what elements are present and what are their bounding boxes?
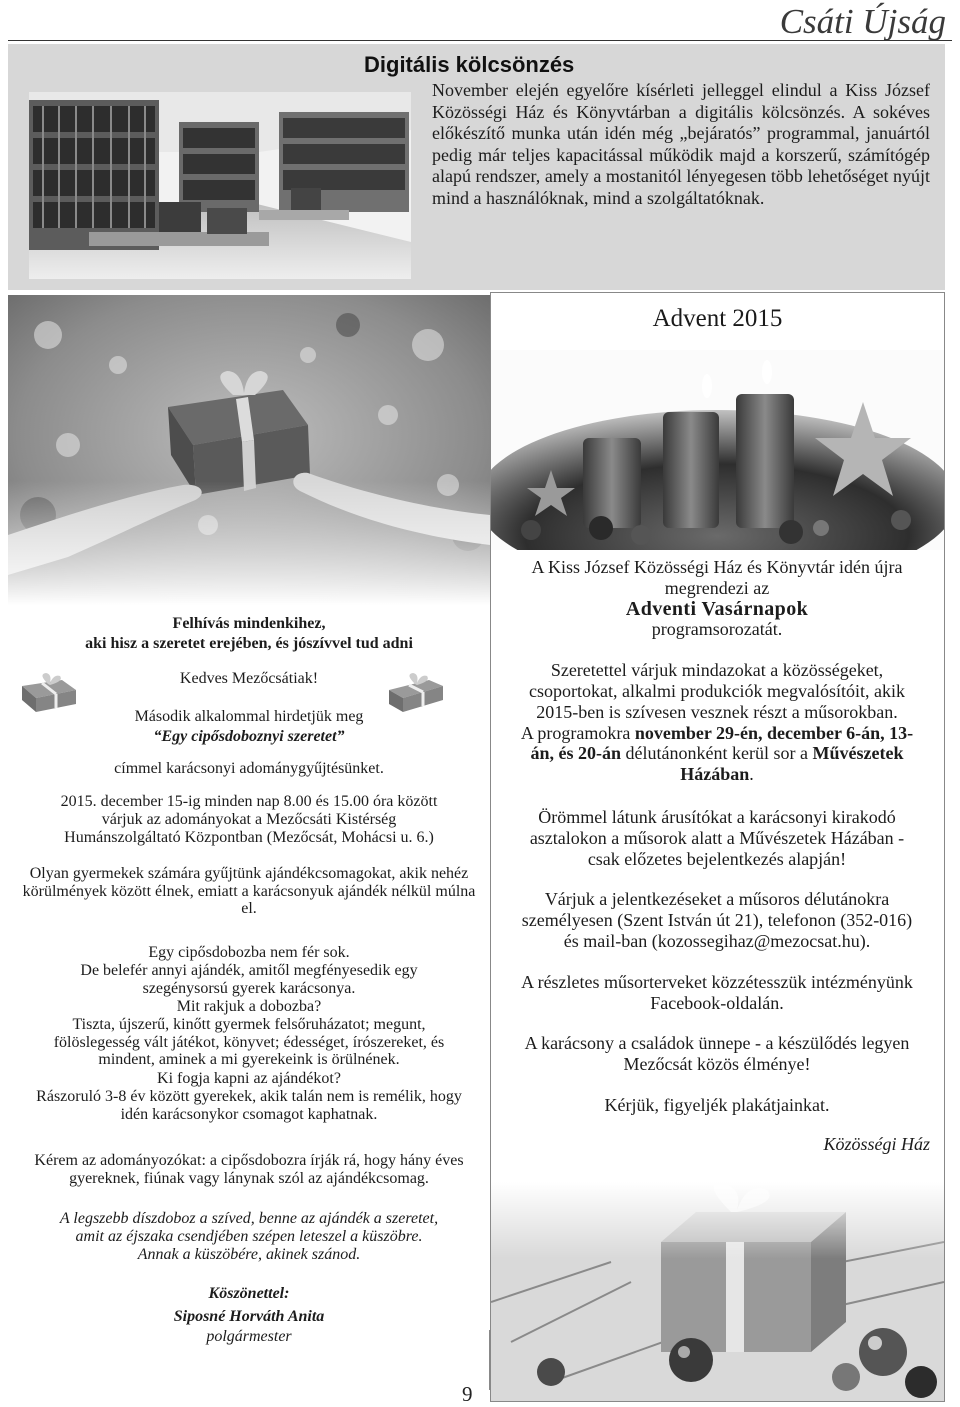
gift-hands-photo [8,295,490,605]
quote-line-2: amit az éjszaka csendjében szépen leteszel a küszöbre. [75,1228,423,1245]
library-photo [29,92,411,279]
page-number: 9 [462,1382,473,1406]
advent-paragraph-5: A részletes műsorterveket közzétesszük intézményünk Facebook-oldalán. [521,971,913,1013]
appeal-section [8,615,490,1355]
signer-name: Siposné Horváth Anita [173,1308,325,1325]
advent-venue: Művészetek Házában [680,743,904,785]
appeal-para-2-line-2: De belefér annyi ajándék, amitől megfényesedik egy szegénysorsú gyerek karácsonya. [80,962,418,997]
quote-line-3: Annak a küszöbére, akinek szánod. [137,1246,361,1263]
appeal-para-2-line-4: Tiszta, újszerű, kinőtt gyermek felsőruházatot; megunt, fölöslegesség vált játékot, könyvet; édességet, írószereket, és mindent, aminek a mi gyerekeink is örülnének. [53,1016,445,1068]
advent-intro-1: A Kiss József Közösségi Ház és Könyvtár idén újra megrendezi az [531,557,903,598]
advent-series-name: Adventi Vasárnapok [625,597,809,620]
gift-box-icon [385,672,447,714]
advent-paragraph-6: A karácsony a családok ünnepe - a készülődés legyen Mezőcsát közös élménye! [524,1033,910,1075]
appeal-date-line: 2015. december 15-ig minden nap 8.00 és 15.00 óra között [60,793,438,810]
advent-paragraph-4: Várjuk a jelentkezéseket a műsoros délutánokra személyesen (Szent István út 21), telefonon (352-016) és mail-ban (kozossegihaz@mezocsat.hu). [521,889,913,951]
appeal-para-2-line-3: Mit rakjuk a dobozba? [176,998,322,1015]
appeal-line-1: Második alkalommal hirdetjük meg [134,708,364,725]
appeal-paragraph-3: Kérem az adományozókat: a cipősdobozra írják rá, hogy hány éves gyereknek, fiúnak vagy lánynak szól az ajándékcsomag. [34,1152,464,1187]
appeal-para-2-line-5: Ki fogja kapni az ajándékot? [157,1070,341,1087]
appeal-line-2: címmel karácsonyi adománygyűjtésünket. [114,760,384,777]
digital-lending-text: November elején egyelőre kísérleti jelleggel elindul a Kiss József Közösségi Ház és Könyvtárban a digitális kölcsönzés. A sokéves előkészítő munka után idén még „bejáratós” programmal, januártól pedig már teljes kapacitással működik majd a korszerű, számítógép alapú rendszer, amely a mostanitól lényegesen több lehetőséget nyújt mind a használóknak, mind a szolgáltatóknak. [432,80,930,208]
masthead: Csáti Újság [779,2,946,41]
quote-line-1: A legszebb díszdoboz a szíved, benne az ajándék a szeretet, [59,1210,439,1227]
advent-p2-text-d: . [749,764,754,785]
advent-p2-text-c: délutánonként kerül sor a [621,743,813,764]
appeal-heading-2: aki hisz a szeretet erejében, és jószívvel tud adni [85,635,413,652]
advent-title: Advent 2015 [652,305,783,332]
appeal-place-line-2: Humánszolgáltató Központban (Mezőcsát, Mohácsi u. 6.) [64,829,434,846]
digital-lending-title: Digitális kölcsönzés [364,52,575,77]
appeal-greeting: Kedves Mezőcsátiak! [179,670,319,687]
advent-paragraph-2b [511,723,923,785]
header-rule [8,40,952,41]
advent-paragraph-3: Örömmel látunk árusítókat a karácsonyi kirakodó asztalokon a műsorok alatt a Művészetek Házában - csak előzetes bejelentkezés alapján! [529,806,905,869]
appeal-heading-1: Felhívás mindenkihez, [172,615,326,632]
appeal-paragraph-1: Olyan gyermekek számára gyűjtünk ajándékcsomagokat, akik nehéz körülmények között élnek, emiatt a karácsonyuk ajándék nélkül múlna el. [22,865,476,917]
appeal-para-2-line-6: Rászoruló 3-8 év között gyerekek, akik talán nem is remélik, hogy idén karácsonykor csomagot kaphatnak. [36,1088,462,1123]
advent-signature: Közösségi Ház [823,1133,930,1154]
gift-box-icon [18,672,80,714]
advent-p2-text-a: A programokra [520,722,635,743]
signer-title: polgármester [206,1328,292,1345]
advent-paragraph-2a: Szeretettel várjuk mindazokat a közösségeket, csoportokat, alkalmi produkciók megvalósítóit, akik 2015-ben is szívesen vesznek részt a műsorokban. [529,660,905,722]
appeal-para-2-line-1: Egy cipősdobozba nem fér sok. [148,944,350,961]
column-divider [489,1330,490,1390]
advent-candles-photo [491,350,944,550]
advent-dates: november 29-én, december 6-án, 13-án, és 20-án [530,722,914,764]
advent-paragraph-7: Kérjük, figyeljék plakátjainkat. [604,1094,830,1115]
advent-intro-2: programsorozatát. [651,619,783,640]
christmas-ornaments-photo [491,1182,944,1401]
campaign-name: “Egy cipősdoboznyi szeretet” [153,728,345,745]
appeal-place-line-1: várjuk az adományokat a Mezőcsáti Kistérség [101,811,397,828]
advent-text [498,557,936,1155]
thanks-label: Köszönettel: [208,1285,290,1302]
